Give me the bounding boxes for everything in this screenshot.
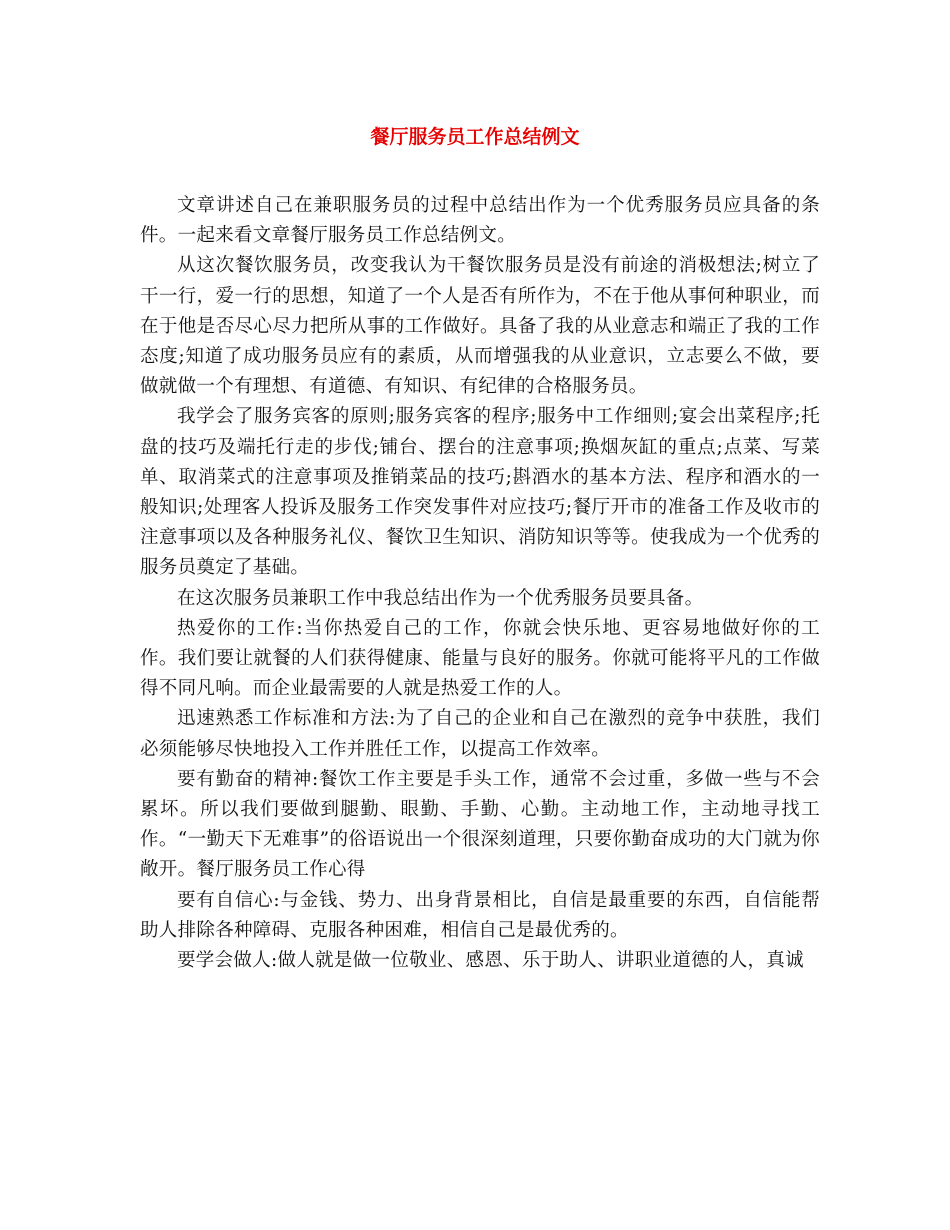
paragraph: 要有勤奋的精神:餐饮工作主要是手头工作，通常不会过重，多做一些与不会累坏。所以我们要做到腿勤、眼勤、手勤、心勤。主动地工作，主动地寻找工作。“一勤天下无难事”的俗语说出一个很深刻道理，只要你勤奋成功的大门就为你敞开。餐厅服务员工作心得	[140, 768, 820, 881]
document-body	[140, 191, 820, 976]
paragraph: 热爱你的工作:当你热爱自己的工作，你就会快乐地、更容易地做好你的工作。我们要让就餐的人们获得健康、能量与良好的服务。你就可能将平凡的工作做得不同凡响。而企业最需要的人就是热爱工作的人。	[140, 617, 820, 700]
document-title: 餐厅服务员工作总结例文	[370, 126, 580, 148]
paragraph: 在这次服务员兼职工作中我总结出作为一个优秀服务员要具备。	[177, 587, 704, 609]
paragraph: 我学会了服务宾客的原则;服务宾客的程序;服务中工作细则;宴会出菜程序;托盘的技巧及端托行走的步伐;铺台、摆台的注意事项;换烟灰缸的重点;点菜、写菜单、取消菜式的注意事项及推销菜品的技巧;斟酒水的基本方法、程序和酒水的一般知识;处理客人投诉及服务工作突发事件对应技巧;餐厅开市的准备工作及收市的注意事项以及各种服务礼仪、餐饮卫生知识、消防知识等等。使我成为一个优秀的服务员奠定了基础。	[140, 406, 820, 579]
paragraph: 从这次餐饮服务员，改变我认为干餐饮服务员是没有前途的消极想法;树立了干一行，爱一行的思想，知道了一个人是否有所作为，不在于他从事何种职业，而在于他是否尽心尽力把所从事的工作做好。具备了我的从业意志和端正了我的工作态度;知道了成功服务员应有的素质，从而增强我的从业意识，立志要么不做，要做就做一个有理想、有道德、有知识、有纪律的合格服务员。	[140, 255, 820, 398]
paragraph: 要有自信心:与金钱、势力、出身背景相比，自信是最重要的东西，自信能帮助人排除各种障碍、克服各种困难，相信自己是最优秀的。	[140, 889, 820, 941]
paragraph: 迅速熟悉工作标准和方法:为了自己的企业和自己在激烈的竞争中获胜，我们必须能够尽快地投入工作并胜任工作，以提高工作效率。	[140, 708, 820, 760]
paragraph: 要学会做人:做人就是做一位敬业、感恩、乐于助人、讲职业道德的人，真诚	[177, 950, 804, 972]
paragraph: 文章讲述自己在兼职服务员的过程中总结出作为一个优秀服务员应具备的条件。一起来看文章餐厅服务员工作总结例文。	[140, 195, 820, 247]
